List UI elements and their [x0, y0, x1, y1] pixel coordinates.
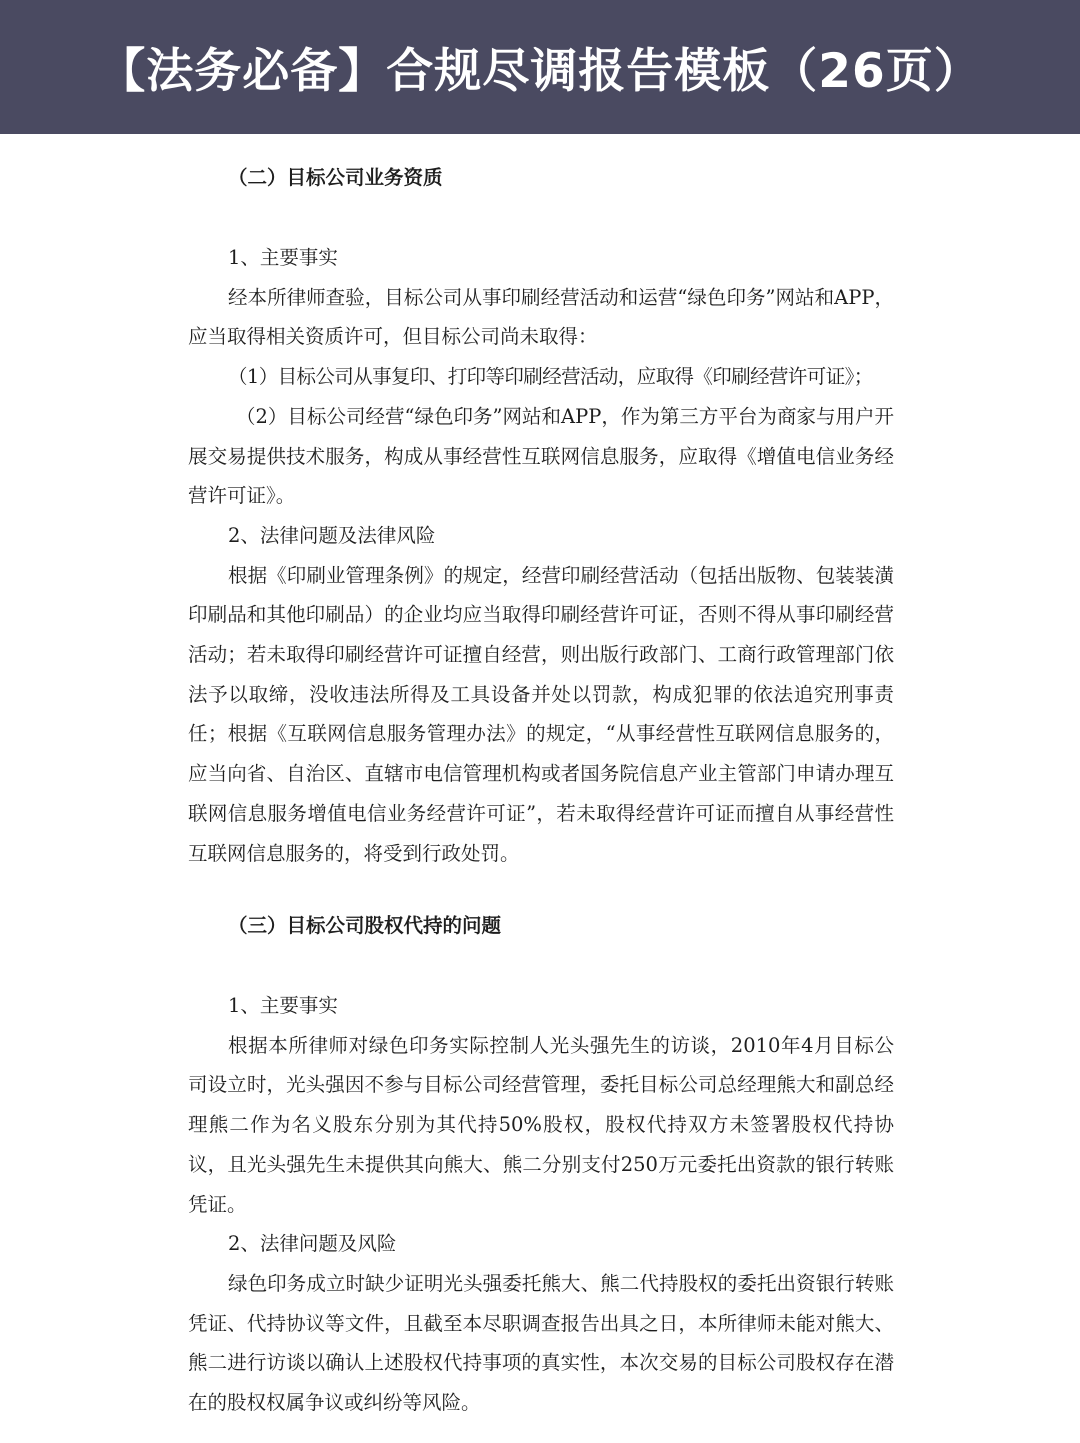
section3-facts-title: 1、主要事实 — [228, 994, 338, 1017]
section2-item-1: （1）目标公司从事复印、打印等印刷经营活动，应取得《印刷经营许可证》； — [228, 365, 873, 389]
page-title: 【法务必备】合规尽调报告模板（26页） — [98, 43, 982, 99]
section2-facts-title: 1、主要事实 — [228, 246, 338, 269]
section2-item-2: （2）目标公司经营“绿色印务”网站和APP，作为第三方平台为商家与用户开展交易提供技术服务，构成从事经营性互联网信息服务，应取得《增值电信业务经营许可证》。 — [188, 404, 894, 508]
section2-risk-paragraph: 根据《印刷业管理条例》的规定，经营印刷经营活动（包括出版物、包装装潢印刷品和其他印刷品）的企业均应当取得印刷经营许可证，否则不得从事印刷经营活动；若未取得印刷经营许可证擅自经营，则出版行政部门、工商行政管理部门依法予以取缔，没收违法所得及工具设备并处以罚款，构成犯罪的依法追究刑事责任；根据《互联网信息服务管理办法》的规定，“从事经营性互联网信息服务的，应当向省、自治区、直辖市电信管理机构或者国务院信息产业主管部门申请办理互联网信息服务增值电信业务经营许可证”，若未取得经营许可证而擅自从事经营性互联网信息服务的，将受到行政处罚。 — [188, 563, 894, 865]
section3-heading: （三）目标公司股权代持的问题 — [228, 914, 502, 937]
section3-facts-paragraph: 根据本所律师对绿色印务实际控制人光头强先生的访谈，2010年4月目标公司设立时，光头强因不参与目标公司经营管理，委托目标公司总经理熊大和副总经理熊二作为名义股东分别为其代持50%股权，股权代持双方未签署股权代持协议，且光头强先生未提供其向熊大、熊二分别支付250万元委托出资款的银行转账凭证。 — [188, 1033, 894, 1216]
section2-facts-paragraph: 经本所律师查验，目标公司从事印刷经营活动和运营“绿色印务”网站和APP，应当取得相关资质许可，但目标公司尚未取得： — [188, 285, 894, 349]
section2-heading: （二）目标公司业务资质 — [228, 166, 443, 189]
section3-risk-paragraph: 绿色印务成立时缺少证明光头强委托熊大、熊二代持股权的委托出资银行转账凭证、代持协议等文件，且截至本尽职调查报告出具之日，本所律师未能对熊大、熊二进行访谈以确认上述股权代持事项的真实性，本次交易的目标公司股权存在潜在的股权权属争议或纠纷等风险。 — [188, 1271, 894, 1415]
section2-risk-title: 2、法律问题及法律风险 — [228, 523, 436, 547]
section3-risk-title: 2、法律问题及风险 — [228, 1232, 397, 1256]
section3-body — [188, 986, 894, 1423]
section2-body — [188, 238, 894, 873]
title-banner — [0, 0, 1080, 134]
